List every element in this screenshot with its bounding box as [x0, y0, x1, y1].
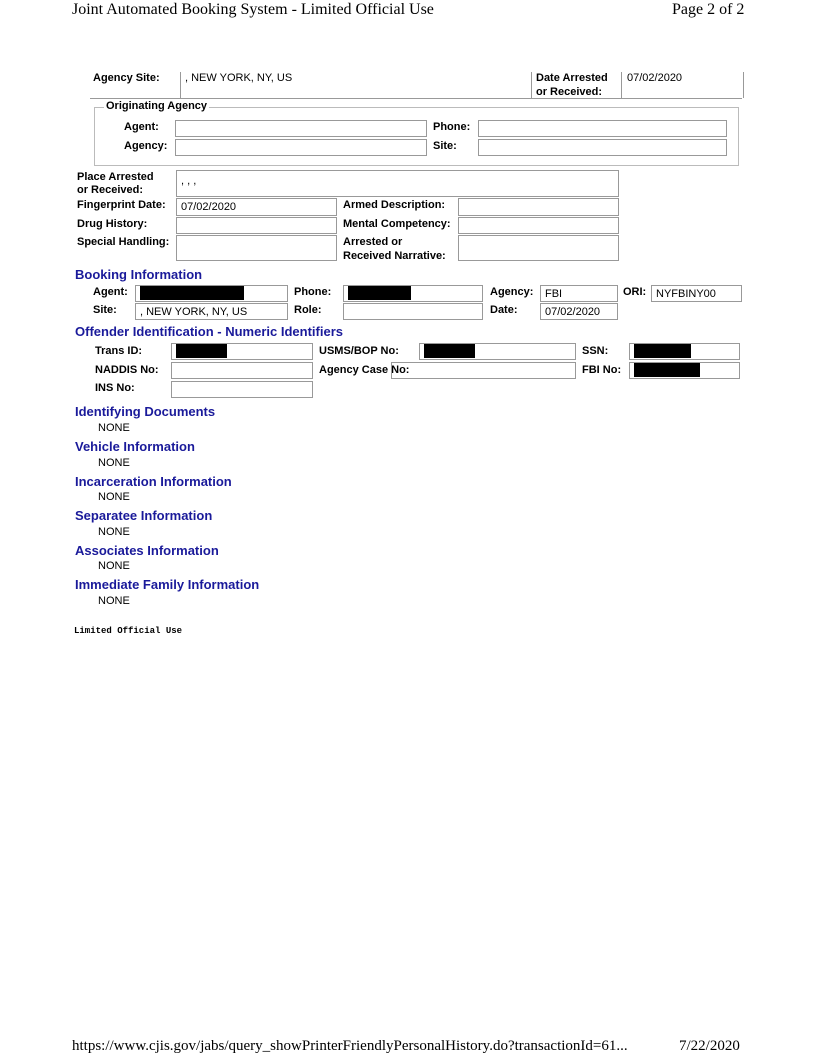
- redaction-bar: [348, 286, 411, 300]
- trans-id-label: Trans ID:: [95, 345, 143, 357]
- date-arrested-value: 07/02/2020: [627, 72, 683, 84]
- offender-id-heading: Offender Identification - Numeric Identifiers: [75, 324, 343, 339]
- booking-date-label: Date:: [490, 304, 518, 316]
- section-value: NONE: [98, 422, 130, 434]
- agency-case-label: Agency Case No:: [319, 364, 410, 376]
- booking-site-field: , NEW YORK, NY, US: [135, 303, 288, 320]
- armed-description-label: Armed Description:: [343, 199, 446, 211]
- booking-agency-field: FBI: [540, 285, 618, 302]
- special-handling-label: Special Handling:: [77, 236, 170, 248]
- section-heading: Vehicle Information: [75, 439, 195, 454]
- fbi-no-label: FBI No:: [582, 364, 622, 376]
- booking-ori-field: NYFBINY00: [651, 285, 742, 302]
- section-value: NONE: [98, 491, 130, 503]
- orig-phone-field: [478, 120, 727, 137]
- redaction-bar: [634, 344, 691, 358]
- section-heading: Identifying Documents: [75, 404, 216, 419]
- place-arrested-label-line1: Place Arrested: [77, 171, 154, 183]
- section-value: NONE: [98, 457, 130, 469]
- redaction-bar: [424, 344, 475, 358]
- section-heading: Separatee Information: [75, 508, 213, 523]
- place-arrested-field: , , ,: [176, 170, 619, 197]
- section-heading: Associates Information: [75, 543, 219, 558]
- naddis-field: [171, 362, 313, 379]
- document-title: Joint Automated Booking System - Limited Official Use: [72, 1, 434, 18]
- armed-description-field: [458, 198, 619, 216]
- agency-case-field: [391, 362, 576, 379]
- page-number: Page 2 of 2: [672, 1, 745, 18]
- booking-role-label: Role:: [294, 304, 322, 316]
- orig-agency-label: Agency:: [124, 140, 168, 152]
- fingerprint-date-label: Fingerprint Date:: [77, 199, 166, 211]
- drug-history-field: [176, 217, 337, 234]
- orig-agent-field: [175, 120, 427, 137]
- limited-use-note: Limited Official Use: [74, 626, 183, 636]
- date-arrested-label-line2: or Received:: [536, 86, 603, 98]
- redaction-bar: [176, 344, 227, 358]
- usms-bop-label: USMS/BOP No:: [319, 345, 399, 357]
- booking-role-field: [343, 303, 483, 320]
- naddis-label: NADDIS No:: [95, 364, 159, 376]
- booking-info-heading: Booking Information: [75, 267, 203, 282]
- narrative-field: [458, 235, 619, 261]
- booking-ori-label: ORI:: [623, 286, 647, 298]
- booking-agent-label: Agent:: [93, 286, 128, 298]
- orig-agent-label: Agent:: [124, 121, 159, 133]
- fingerprint-date-field: 07/02/2020: [176, 198, 337, 216]
- agency-site-value: , NEW YORK, NY, US: [185, 72, 293, 84]
- section-value: NONE: [98, 560, 130, 572]
- section-heading: Immediate Family Information: [75, 577, 260, 592]
- footer-url: https://www.cjis.gov/jabs/query_showPrinterFriendlyPersonalHistory.do?transactionId=61...: [72, 1038, 628, 1054]
- booking-agency-label: Agency:: [490, 286, 534, 298]
- drug-history-label: Drug History:: [77, 218, 148, 230]
- booking-site-label: Site:: [93, 304, 117, 316]
- mental-competency-label: Mental Competency:: [343, 218, 451, 230]
- agency-site-label: Agency Site:: [93, 72, 160, 84]
- redaction-bar: [634, 363, 700, 377]
- narrative-label-line1: Arrested or: [343, 236, 403, 248]
- orig-site-field: [478, 139, 727, 156]
- date-arrested-label-line1: Date Arrested: [536, 72, 608, 84]
- section-value: NONE: [98, 595, 130, 607]
- section-heading: Incarceration Information: [75, 474, 232, 489]
- redaction-bar: [140, 286, 244, 300]
- section-value: NONE: [98, 526, 130, 538]
- orig-agency-field: [175, 139, 427, 156]
- ssn-label: SSN:: [582, 345, 609, 357]
- booking-date-field: 07/02/2020: [540, 303, 618, 320]
- special-handling-field: [176, 235, 337, 261]
- footer-date: 7/22/2020: [679, 1038, 740, 1054]
- originating-agency-legend: Originating Agency: [106, 100, 208, 112]
- narrative-label-line2: Received Narrative:: [343, 250, 446, 262]
- booking-phone-label: Phone:: [294, 286, 332, 298]
- mental-competency-field: [458, 217, 619, 234]
- orig-phone-label: Phone:: [433, 121, 471, 133]
- ins-no-label: INS No:: [95, 382, 135, 394]
- place-arrested-label-line2: or Received:: [77, 184, 144, 196]
- orig-site-label: Site:: [433, 140, 457, 152]
- ins-no-field: [171, 381, 313, 398]
